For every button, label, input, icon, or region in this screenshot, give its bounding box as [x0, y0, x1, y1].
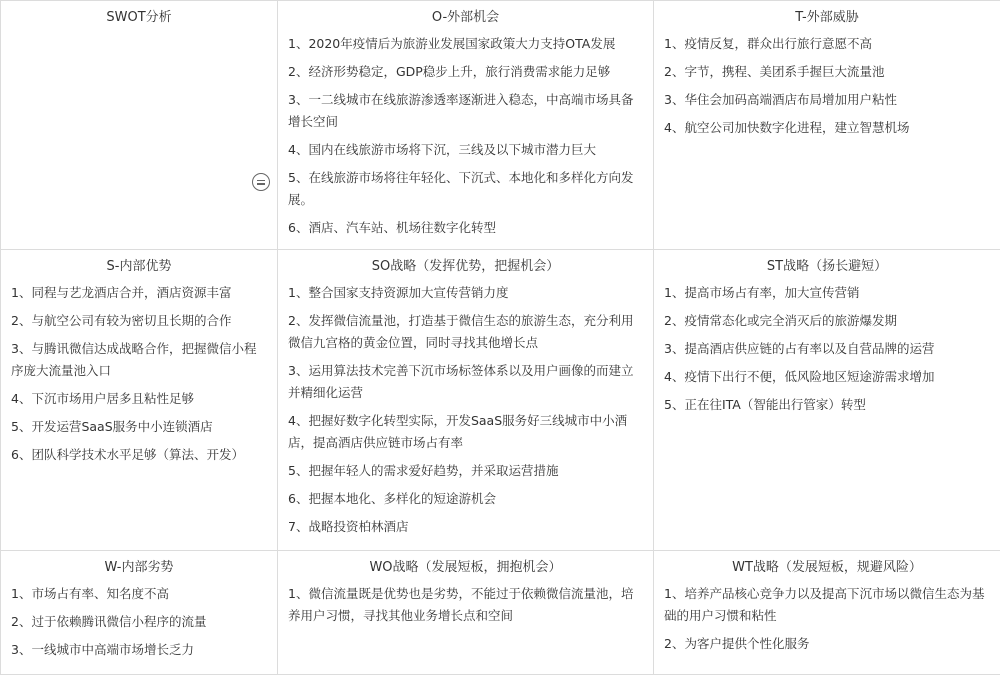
- list-item: 1、培养产品核心竞争力以及提高下沉市场以微信生态为基础的用户习惯和粘性: [664, 586, 985, 623]
- table-row-external: [1, 1, 1000, 250]
- list-item: 5、在线旅游市场将往年轻化、下沉式、本地化和多样化方向发展。: [288, 170, 634, 207]
- list-item: 7、战略投资柏林酒店: [288, 519, 409, 534]
- list-item: 5、正在往ITA（智能出行管家）转型: [664, 397, 866, 412]
- list-item: 3、一线城市中高端市场增长乏力: [11, 642, 194, 657]
- list-item: 4、航空公司加快数字化进程，建立智慧机场: [664, 120, 910, 135]
- strengths-list: [11, 282, 267, 466]
- list-item: 1、2020年疫情后为旅游业发展国家政策大力支持OTA发展: [288, 36, 616, 51]
- list-item: 1、微信流量既是优势也是劣势，不能过于依赖微信流量池，培养用户习惯，寻找其他业务增长点和空间: [288, 586, 634, 623]
- list-item: 1、疫情反复，群众出行旅行意愿不高: [664, 36, 872, 51]
- list-item: 3、运用算法技术完善下沉市场标签体系以及用户画像的而建立并精细化运营: [288, 363, 634, 400]
- list-item: 6、酒店、汽车站、机场往数字化转型: [288, 220, 496, 235]
- list-item: 4、下沉市场用户居多且粘性足够: [11, 391, 194, 406]
- st-title: ST战略（扬长避短）: [766, 259, 888, 274]
- list-item: 2、字节，携程、美团系手握巨大流量池: [664, 64, 885, 79]
- so-title: SO战略（发挥优势，把握机会）: [371, 259, 560, 274]
- wt-list: [664, 583, 990, 655]
- threats-list: [664, 33, 990, 139]
- list-item: 1、提高市场占有率，加大宣传营销: [664, 285, 860, 300]
- cell-opportunities: [278, 1, 654, 250]
- list-item: 2、与航空公司有较为密切且长期的合作: [11, 313, 232, 328]
- cell-so-strategy: [278, 250, 654, 551]
- list-item: 4、把握好数字化转型实际，开发SaaS服务好三线城市中小酒店，提高酒店供应链市场占有率: [288, 413, 628, 450]
- wt-title: WT战略（发展短板，规避风险）: [732, 560, 922, 575]
- list-item: 5、把握年轻人的需求爱好趋势，并采取运营措施: [288, 463, 559, 478]
- list-menu-icon[interactable]: [252, 173, 270, 191]
- corner-title: SWOT分析: [106, 10, 172, 25]
- table-row-strengths: [1, 250, 1000, 551]
- opportunities-title: O-外部机会: [431, 10, 500, 25]
- list-item: 3、与腾讯微信达成战略合作，把握微信小程序庞大流量池入口: [11, 341, 257, 378]
- wo-title: WO战略（发展短板，拥抱机会）: [369, 560, 562, 575]
- cell-wt-strategy: [654, 551, 1000, 675]
- list-item: 3、华住会加码高端酒店布局增加用户粘性: [664, 92, 897, 107]
- threats-title: T-外部威胁: [795, 10, 859, 25]
- list-item: 2、过于依赖腾讯微信小程序的流量: [11, 614, 207, 629]
- list-item: 3、提高酒店供应链的占有率以及自营品牌的运营: [664, 341, 935, 356]
- table-row-weaknesses: [1, 551, 1000, 675]
- weaknesses-list: [11, 583, 267, 661]
- weaknesses-title: W-内部劣势: [104, 560, 174, 575]
- cell-strengths: [1, 250, 278, 551]
- strengths-title: S-内部优势: [106, 259, 172, 274]
- list-item: 6、团队科学技术水平足够（算法、开发）: [11, 447, 244, 462]
- list-item: 6、把握本地化、多样化的短途游机会: [288, 491, 496, 506]
- list-item: 1、市场占有率、知名度不高: [11, 586, 169, 601]
- list-item: 3、一二线城市在线旅游渗透率逐渐进入稳态，中高端市场具备增长空间: [288, 92, 634, 129]
- list-item: 4、国内在线旅游市场将下沉，三线及以下城市潜力巨大: [288, 142, 596, 157]
- list-item: 5、开发运营SaaS服务中小连锁酒店: [11, 419, 213, 434]
- opportunities-list: [288, 33, 643, 239]
- list-item: 4、疫情下出行不便，低风险地区短途游需求增加: [664, 369, 935, 384]
- list-item: 1、同程与艺龙酒店合并，酒店资源丰富: [11, 285, 232, 300]
- so-list: [288, 282, 643, 538]
- list-item: 2、为客户提供个性化服务: [664, 636, 810, 651]
- st-list: [664, 282, 990, 416]
- cell-st-strategy: [654, 250, 1000, 551]
- list-item: 2、经济形势稳定，GDP稳步上升，旅行消费需求能力足够: [288, 64, 611, 79]
- list-item: 2、疫情常态化或完全消灭后的旅游爆发期: [664, 313, 897, 328]
- wo-list: [288, 583, 643, 627]
- cell-corner: [1, 1, 278, 250]
- cell-wo-strategy: [278, 551, 654, 675]
- cell-weaknesses: [1, 551, 278, 675]
- list-item: 2、发挥微信流量池，打造基于微信生态的旅游生态，充分利用微信九宫格的黄金位置，同时寻找其他增长点: [288, 313, 634, 350]
- cell-threats: [654, 1, 1000, 250]
- list-item: 1、整合国家支持资源加大宣传营销力度: [288, 285, 509, 300]
